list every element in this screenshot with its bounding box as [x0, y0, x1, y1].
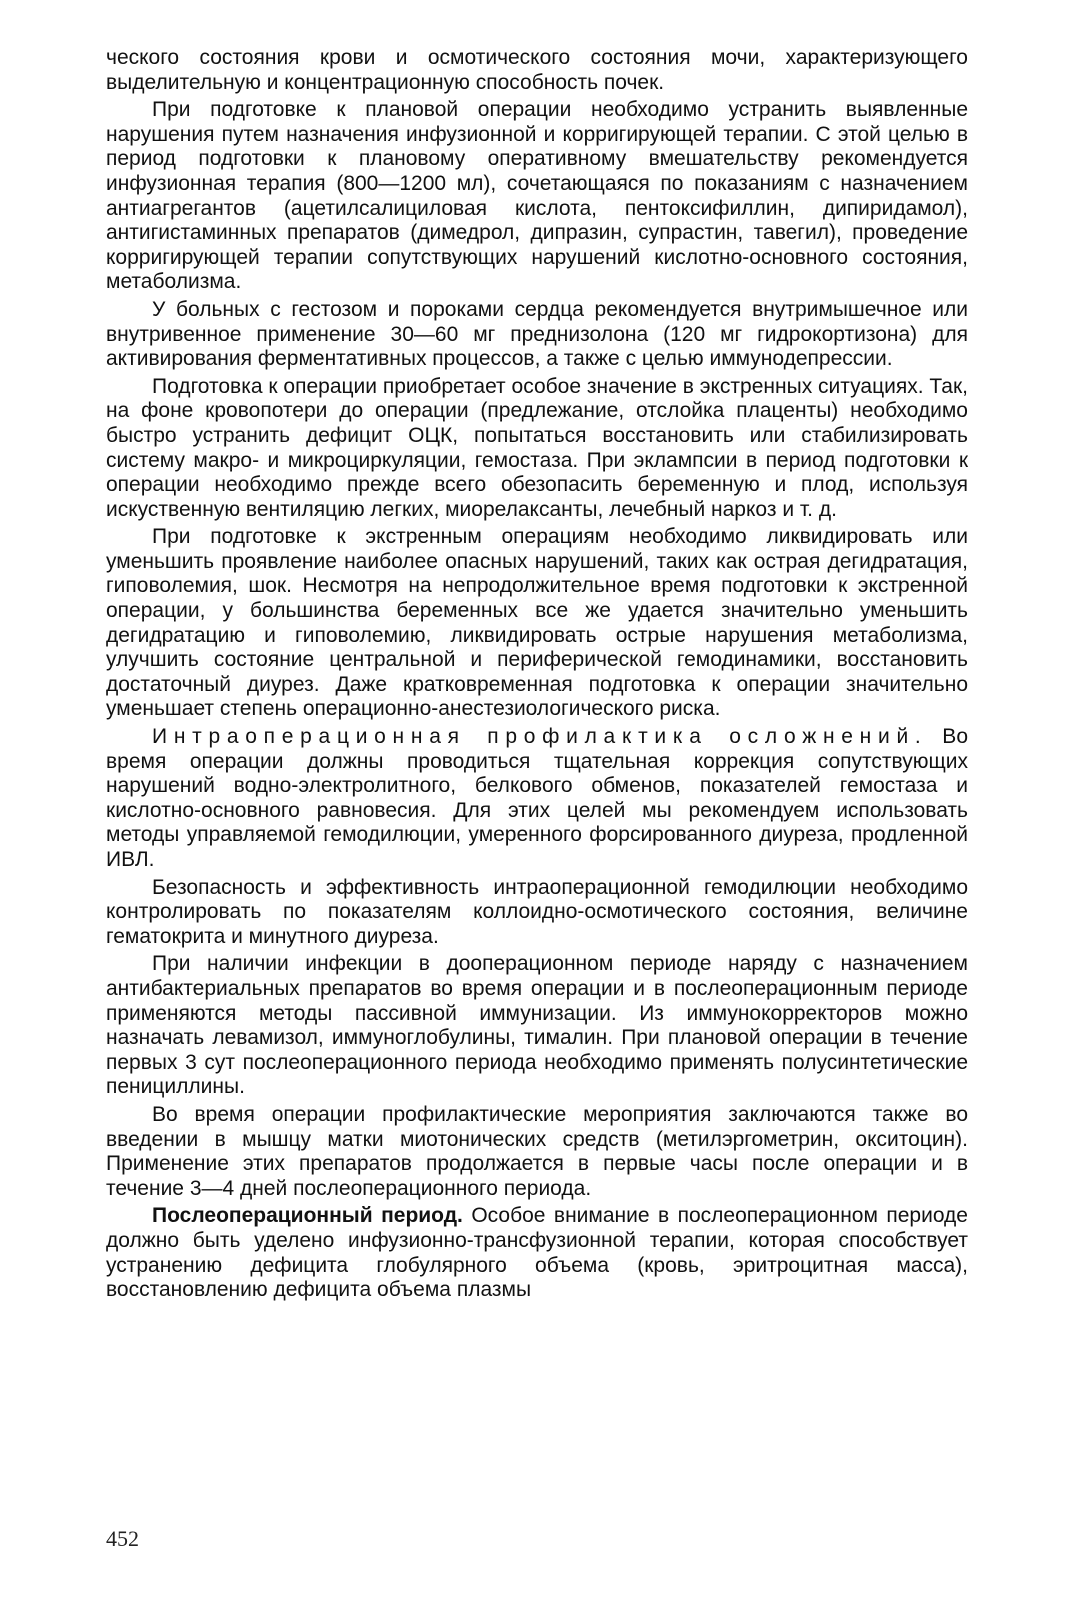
paragraph: [106, 1204, 968, 1302]
section-heading-postoperative: Послеоперационный период.: [152, 1204, 463, 1228]
paragraph-text: Особое внимание в послеоперационном периоде должно быть уделено инфузионно-трансфузионной терапии, которая способствует устранению дефицита глобулярного объема (кровь, эритроцитная масса), восстановлению дефицита объема плазмы: [106, 1204, 968, 1302]
paragraph: Подготовка к операции приобретает особое значение в экстренных ситуациях. Так, на фоне кровопотери до операции (предлежание, отслойка плаценты) необходимо быстро устранить дефицит ОЦК, попытаться восстановить или стабилизировать систему макро- и микроциркуляции, гемостаза. При эклампсии в период подготовки к операции необходимо прежде всего обезопасить беременную и плод, используя искуственную вентиляцию легких, миорелаксанты, лечебный наркоз и т. д.: [106, 374, 968, 521]
page-body: [106, 46, 968, 1306]
paragraph: [106, 725, 968, 873]
paragraph: При наличии инфекции в дооперационном периоде наряду с назначением антибактериальных препаратов во время операции и в послеоперационным периоде применяются методы пассивной иммунизации. Из иммунокорректоров можно назначать левамизол, иммуноглобулины, тималин. При плановой операции в течение первых 3 сут послеоперационного периода необходимо применять полусинтетические пенициллины.: [106, 952, 968, 1099]
paragraph: ческого состояния крови и осмотического состояния мочи, характеризующего выделительную и концентрационную способность почек.: [106, 46, 968, 94]
page-number: 452: [106, 1526, 139, 1551]
paragraph: У больных с гестозом и пороками сердца рекомендуется внутримышечное или внутривенное применение 30—60 мг преднизолона (120 мг гидрокортизона) для активирования ферментативных процессов, а также с целью иммунодепрессии.: [106, 297, 968, 371]
paragraph-text: Во время операции должны проводиться тщательная коррекция сопутствующих нарушений водно-электролитного, белкового обменов, показателей гемостаза и кислотно-основного равновесия. Для этих целей мы рекомендуем использовать методы управляемой гемодилюции, умеренного форсированного диуреза, продленной ИВЛ.: [106, 725, 968, 871]
paragraph: При подготовке к плановой операции необходимо устранить выявленные нарушения путем назначения инфузионной и корригирующей терапии. С этой целью в период подготовки к плановому оперативному вмешательству рекомендуется инфузионная терапия (800—1200 мл), сочетающаяся по показаниям с назначением антиагрегантов (ацетилсалициловая кислота, пентоксифиллин, дипиридамол), антигистаминных препаратов (димедрол, дипразин, супрастин, тавегил), проведение корригирующей терапии сопутствующих нарушений кислотно-основного состояния, метаболизма.: [106, 98, 968, 294]
paragraph: Безопасность и эффективность интраоперационной гемодилюции необходимо контролировать по показателям коллоидно-осмотического состояния, величине гематокрита и минутного диуреза.: [106, 875, 968, 948]
paragraph: Во время операции профилактические мероприятия заключаются также во введении в мышцу матки миотонических средств (метилэргометрин, окситоцин). Применение этих препаратов продолжается в первые часы после операции и в течение 3—4 дней послеоперационного периода.: [106, 1102, 968, 1200]
section-heading-intraoperative: Интраоперационная профилактика осложнений.: [152, 725, 928, 749]
paragraph: При подготовке к экстренным операциям необходимо ликвидировать или уменьшить проявление наиболее опасных нарушений, таких как острая дегидратация, гиповолемия, шок. Несмотря на непродолжительное время подготовки к экстренной операции, у большинства беременных все же удается значительно уменьшить дегидратацию и гиповолемию, ликвидировать острые нарушения метаболизма, улучшить состояние центральной и периферической гемодинамики, восстановить достаточный диурез. Даже кратковременная подготовка к операции значительно уменьшает степень операционно-анестезиологического риска.: [106, 525, 968, 721]
